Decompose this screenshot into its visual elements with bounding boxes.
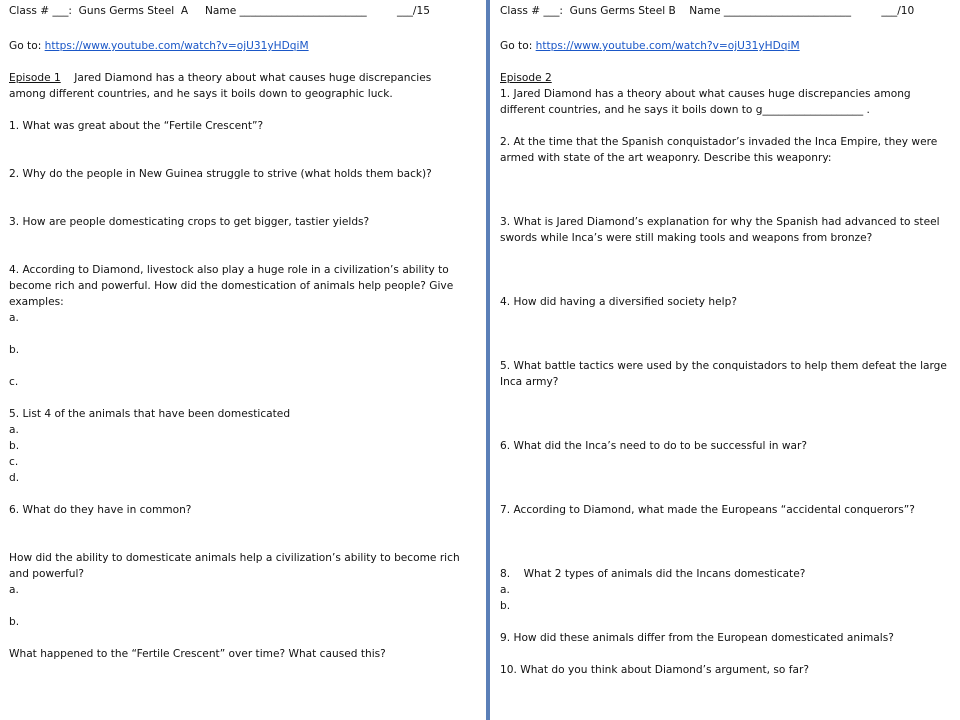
video-link[interactable]: https://www.youtube.com/watch?v=ojU31yHDqiM	[44, 40, 309, 52]
question-5-d: d.	[9, 472, 20, 484]
worksheet-b-header: Class # ___: Guns Germs Steel B Name ________________________ ___/10	[500, 5, 915, 17]
question-8: What happened to the “Fertile Crescent” over time? What caused this?	[9, 648, 386, 660]
question-7: How did the ability to domesticate animals help a civilization’s ability to become rich and powerful?	[9, 552, 460, 580]
question-5-a: a.	[9, 424, 19, 436]
worksheet-a-header: Class # ___: Guns Germs Steel A Name ________________________ ___/15	[9, 5, 430, 17]
worksheet-b-goto	[500, 38, 800, 54]
question-4-c: c.	[9, 376, 19, 388]
question-3: 3. How are people domesticating crops to get bigger, tastier yields?	[9, 216, 370, 228]
goto-label: Go to:	[9, 40, 42, 52]
episode-2-label	[500, 70, 552, 86]
episode-label: Episode 2	[500, 72, 552, 84]
question-5-b: b.	[9, 440, 20, 452]
question-b-8-a: a.	[500, 584, 510, 596]
question-b-10: 10. What do you think about Diamond’s argument, so far?	[500, 664, 809, 676]
question-4-a: a.	[9, 312, 19, 324]
question-b-1: 1. Jared Diamond has a theory about what causes huge discrepancies among different countries, and he says it boils down to g___________________ .	[500, 88, 911, 116]
question-b-6: 6. What did the Inca’s need to do to be successful in war?	[500, 440, 807, 452]
question-6: 6. What do they have in common?	[9, 504, 192, 516]
question-b-7: 7. According to Diamond, what made the Europeans “accidental conquerors”?	[500, 504, 915, 516]
question-b-8: 8. What 2 types of animals did the Incans domesticate?	[500, 568, 806, 580]
question-7-a: a.	[9, 584, 19, 596]
question-4-b: b.	[9, 344, 20, 356]
question-b-8-b: b.	[500, 600, 511, 612]
question-b-9: 9. How did these animals differ from the European domesticated animals?	[500, 632, 894, 644]
question-b-5: 5. What battle tactics were used by the conquistadors to help them defeat the large Inca army?	[500, 360, 947, 388]
question-1: 1. What was great about the “Fertile Crescent”?	[9, 120, 264, 132]
episode-intro-text: Jared Diamond has a theory about what causes huge discrepancies among different countries, and he says it boils down to geographic luck.	[9, 72, 432, 100]
question-b-4: 4. How did having a diversified society help?	[500, 296, 737, 308]
question-4: 4. According to Diamond, livestock also play a huge role in a civilization’s ability to become rich and powerful. How did the domestication of animals help people? Give examples:	[9, 264, 454, 308]
episode-label: Episode 1	[9, 72, 61, 84]
question-5: 5. List 4 of the animals that have been domesticated	[9, 408, 291, 420]
question-5-c: c.	[9, 456, 19, 468]
question-2: 2. Why do the people in New Guinea struggle to strive (what holds them back)?	[9, 168, 432, 180]
column-divider	[486, 0, 490, 720]
worksheet-a-goto	[9, 38, 309, 54]
question-b-2: 2. At the time that the Spanish conquistador’s invaded the Inca Empire, they were armed with state of the art weaponry. Describe this weaponry:	[500, 136, 938, 164]
question-b-3: 3. What is Jared Diamond’s explanation for why the Spanish had advanced to steel swords while Inca’s were still making tools and weapons from bronze?	[500, 216, 940, 244]
video-link[interactable]: https://www.youtube.com/watch?v=ojU31yHDqiM	[535, 40, 800, 52]
question-7-b: b.	[9, 616, 20, 628]
episode-1-intro	[9, 70, 469, 102]
goto-label: Go to:	[500, 40, 533, 52]
